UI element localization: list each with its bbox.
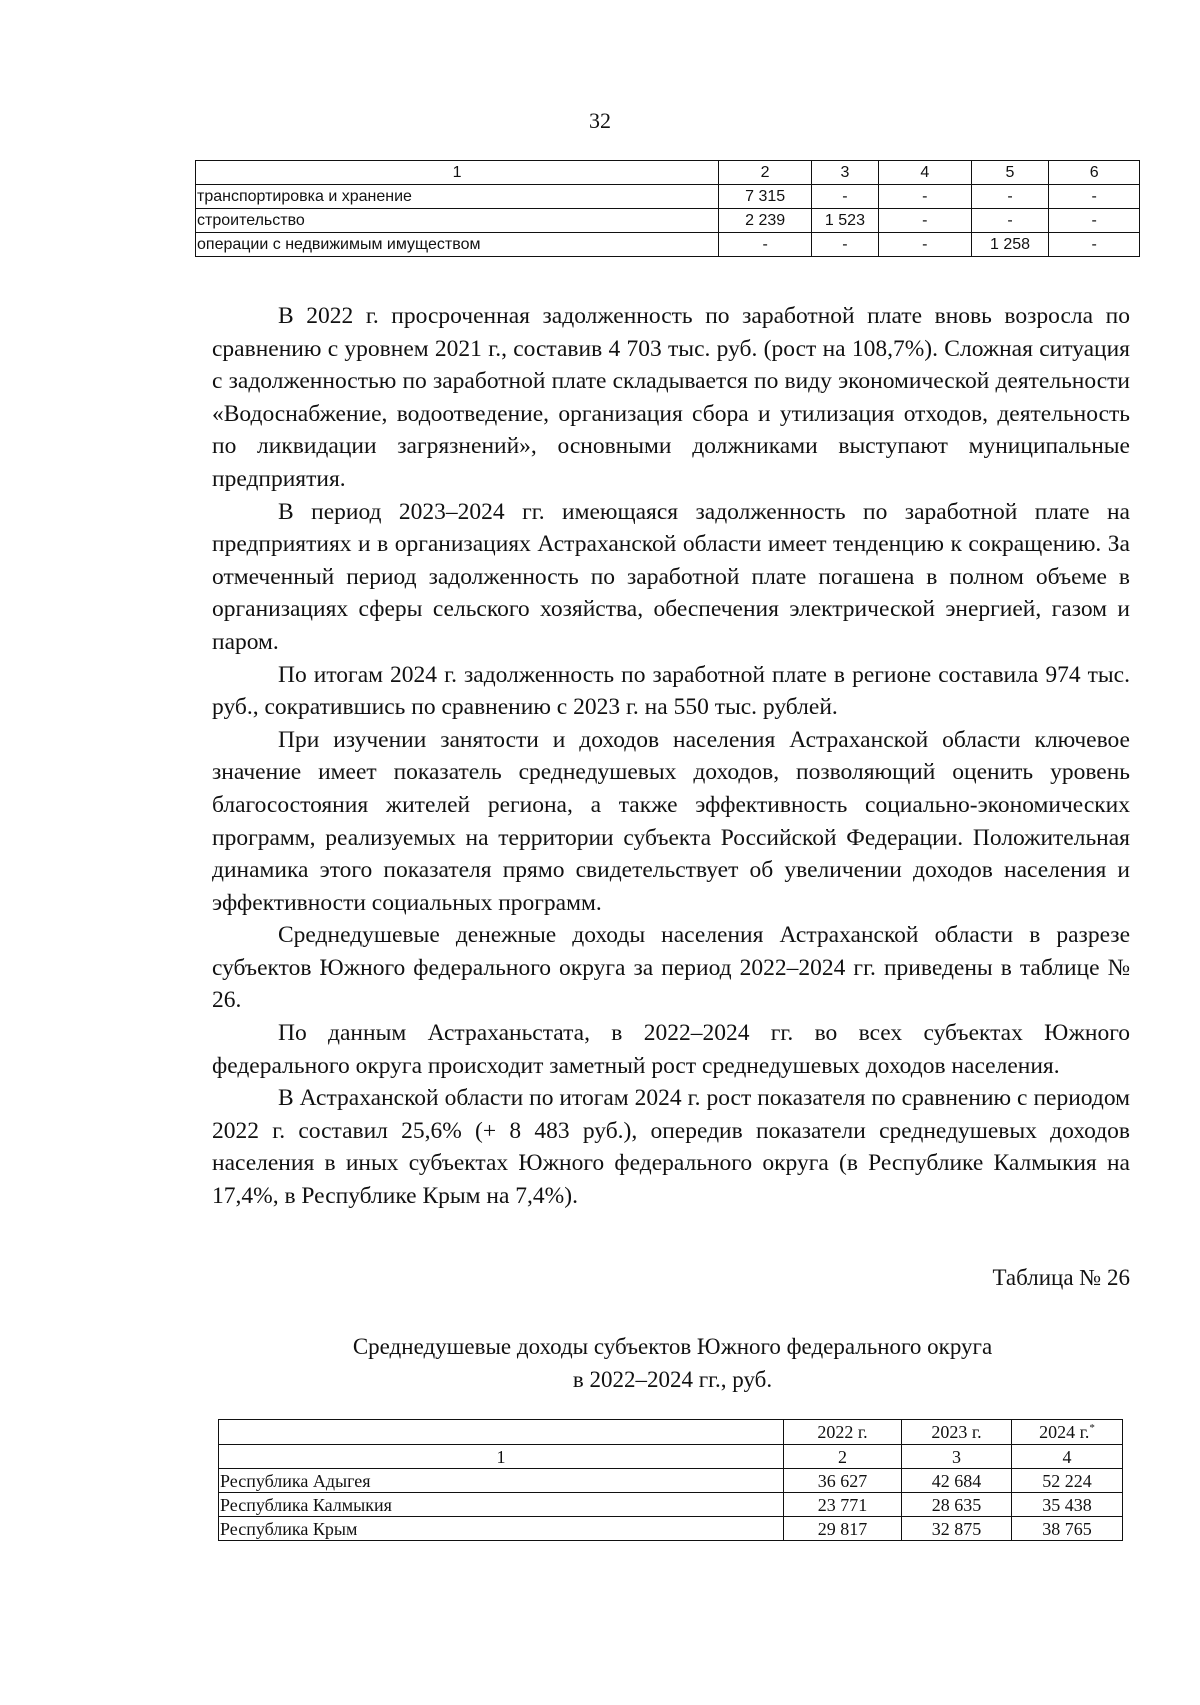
- table-cell: 1 258: [971, 233, 1049, 257]
- table-cell: -: [812, 185, 879, 209]
- page-number: 32: [589, 108, 611, 133]
- header-cell: 1: [196, 161, 719, 185]
- paragraph: По итогам 2024 г. задолженность по заработной плате в регионе составила 974 тыс. руб., сократившись по сравнению с 2023 г. на 550 тыс. рублей.: [212, 661, 1130, 721]
- table-cell: -: [878, 209, 971, 233]
- paragraph: В 2022 г. просроченная задолженность по заработной плате вновь возросла по сравнению с уровнем 2021 г., составив 4 703 тыс. руб. (рост на 108,7%). Сложная ситуация с задолженностью по заработной плате складывается по виду экономической деятельности «Водоснабжение, водоотведение, организация сбора и утилизация отходов, деятельность по ликвидации загрязнений», основными должниками выступают муниципальные предприятия.: [212, 303, 1130, 492]
- table-cell: 1 523: [812, 209, 879, 233]
- table-cell: 2 239: [719, 209, 812, 233]
- table-header-row: [196, 161, 1140, 185]
- table-header-row: [219, 1420, 1123, 1445]
- table-cell: 36 627: [784, 1469, 902, 1493]
- body-text: [212, 300, 1130, 1213]
- row-label: Республика Крым: [219, 1517, 784, 1541]
- table-title: [0, 1330, 1200, 1396]
- header-cell: 5: [971, 161, 1049, 185]
- table-row: [196, 209, 1140, 233]
- table-cell: -: [812, 233, 879, 257]
- row-label: операции с недвижимым имуществом: [196, 233, 719, 257]
- table-title-line: Среднедушевые доходы субъектов Южного федерального округа: [352, 1334, 993, 1359]
- year-header-text: 2024 г.: [1039, 1422, 1090, 1442]
- table-row: [219, 1517, 1123, 1541]
- header-cell: 3: [812, 161, 879, 185]
- year-header: 2022 г.: [784, 1420, 902, 1445]
- paragraph: Среднедушевые денежные доходы населения Астраханской области в разрезе субъектов Южного федерального округа за период 2022–2024 гг. приведены в таблице № 26.: [212, 922, 1130, 1014]
- year-header: 2023 г.: [902, 1420, 1012, 1445]
- table-cell: 7 315: [719, 185, 812, 209]
- header-cell: 1: [219, 1445, 784, 1469]
- table-cell: 42 684: [902, 1469, 1012, 1493]
- row-label: Республика Калмыкия: [219, 1493, 784, 1517]
- income-table: [218, 1419, 1123, 1541]
- table-cell: -: [971, 209, 1049, 233]
- table-row: [219, 1493, 1123, 1517]
- continuation-table: [195, 160, 1140, 257]
- header-cell: 6: [1049, 161, 1140, 185]
- table-cell: -: [971, 185, 1049, 209]
- table-label: Таблица № 26: [992, 1265, 1130, 1290]
- table-cell: 38 765: [1012, 1517, 1123, 1541]
- table-cell: -: [1049, 209, 1140, 233]
- footnote-mark: *: [1089, 1422, 1095, 1434]
- table-cell: 23 771: [784, 1493, 902, 1517]
- header-cell: 3: [902, 1445, 1012, 1469]
- table-cell: -: [878, 233, 971, 257]
- table-numbering-row: [219, 1445, 1123, 1469]
- header-cell: 4: [878, 161, 971, 185]
- header-cell: 4: [1012, 1445, 1123, 1469]
- paragraph: При изучении занятости и доходов населения Астраханской области ключевое значение имеет показатель среднедушевых доходов, позволяющий оценить уровень благосостояния жителей региона, а также эффективность социально-экономических программ, реализуемых на территории субъекта Российской Федерации. Положительная динамика этого показателя прямо свидетельствует об увеличении доходов населения и эффективности социальных программ.: [212, 726, 1130, 916]
- table-cell: 32 875: [902, 1517, 1012, 1541]
- paragraph: В Астраханской области по итогам 2024 г. рост показателя по сравнению с периодом 2022 г. составил 25,6% (+ 8 483 руб.), опередив показатели среднедушевых доходов населения в иных субъектах Южного федерального округа (в Республике Калмыкия на 17,4%, в Республике Крым на 7,4%).: [212, 1085, 1130, 1210]
- row-label: транспортировка и хранение: [196, 185, 719, 209]
- table-title-line: в 2022–2024 гг., руб.: [572, 1367, 773, 1392]
- paragraph: В период 2023–2024 гг. имеющаяся задолженность по заработной плате на предприятиях и в организациях Астраханской области имеет тенденцию к сокращению. За отмеченный период задолженность по заработной плате погашена в полном объеме в организациях сферы сельского хозяйства, обеспечения электрической энергией, газом и паром.: [212, 498, 1130, 655]
- table-row: [196, 185, 1140, 209]
- table-row: [196, 233, 1140, 257]
- row-label: строительство: [196, 209, 719, 233]
- paragraph: По данным Астраханьстата, в 2022–2024 гг. во всех субъектах Южного федерального округа происходит заметный рост среднедушевых доходов населения.: [212, 1020, 1130, 1079]
- year-header: [1012, 1420, 1123, 1445]
- table-cell: -: [1049, 233, 1140, 257]
- table-cell: -: [1049, 185, 1140, 209]
- table-row: [219, 1469, 1123, 1493]
- header-cell-empty: [219, 1420, 784, 1445]
- header-cell: 2: [719, 161, 812, 185]
- table-cell: 28 635: [902, 1493, 1012, 1517]
- table-cell: 29 817: [784, 1517, 902, 1541]
- table-cell: -: [719, 233, 812, 257]
- row-label: Республика Адыгея: [219, 1469, 784, 1493]
- table-cell: 35 438: [1012, 1493, 1123, 1517]
- table-cell: 52 224: [1012, 1469, 1123, 1493]
- header-cell: 2: [784, 1445, 902, 1469]
- table-cell: -: [878, 185, 971, 209]
